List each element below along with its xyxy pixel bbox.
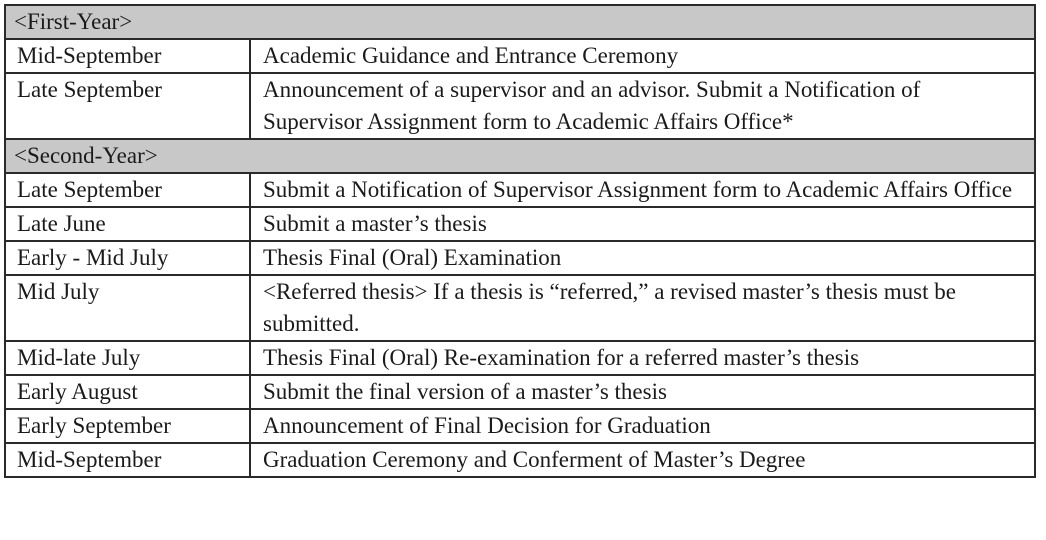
row-event: Thesis Final (Oral) Re-examination for a referred master’s thesis [250, 341, 1035, 375]
section-title: <Second-Year> [5, 139, 1035, 173]
table-row [5, 409, 1035, 443]
row-date: Late September [5, 173, 250, 207]
table-row [5, 207, 1035, 241]
row-event: Submit the final version of a master’s thesis [250, 375, 1035, 409]
row-date: Mid-September [5, 39, 250, 73]
row-event: Thesis Final (Oral) Examination [250, 241, 1035, 275]
table-row [5, 443, 1035, 477]
row-date: Late June [5, 207, 250, 241]
row-event: Submit a master’s thesis [250, 207, 1035, 241]
table-row [5, 39, 1035, 73]
section-title: <First-Year> [5, 5, 1035, 39]
row-date: Mid-late July [5, 341, 250, 375]
row-date: Mid-September [5, 443, 250, 477]
schedule-body [5, 5, 1035, 477]
table-row [5, 375, 1035, 409]
row-event: Academic Guidance and Entrance Ceremony [250, 39, 1035, 73]
section-header-row [5, 5, 1035, 39]
row-date: Mid July [5, 275, 250, 341]
section-header-row [5, 139, 1035, 173]
table-row [5, 241, 1035, 275]
row-date: Early August [5, 375, 250, 409]
row-event: Announcement of a supervisor and an advisor. Submit a Notification of Supervisor Assignment form to Academic Affairs Office* [250, 73, 1035, 139]
row-event: Graduation Ceremony and Conferment of Master’s Degree [250, 443, 1035, 477]
schedule-table [4, 4, 1036, 478]
row-event: Announcement of Final Decision for Graduation [250, 409, 1035, 443]
row-event: Submit a Notification of Supervisor Assignment form to Academic Affairs Office [250, 173, 1035, 207]
row-date: Late September [5, 73, 250, 139]
table-row [5, 73, 1035, 139]
table-row [5, 173, 1035, 207]
row-date: Early - Mid July [5, 241, 250, 275]
table-row [5, 275, 1035, 341]
table-row [5, 341, 1035, 375]
row-date: Early September [5, 409, 250, 443]
row-event: <Referred thesis> If a thesis is “referred,” a revised master’s thesis must be submitted. [250, 275, 1035, 341]
